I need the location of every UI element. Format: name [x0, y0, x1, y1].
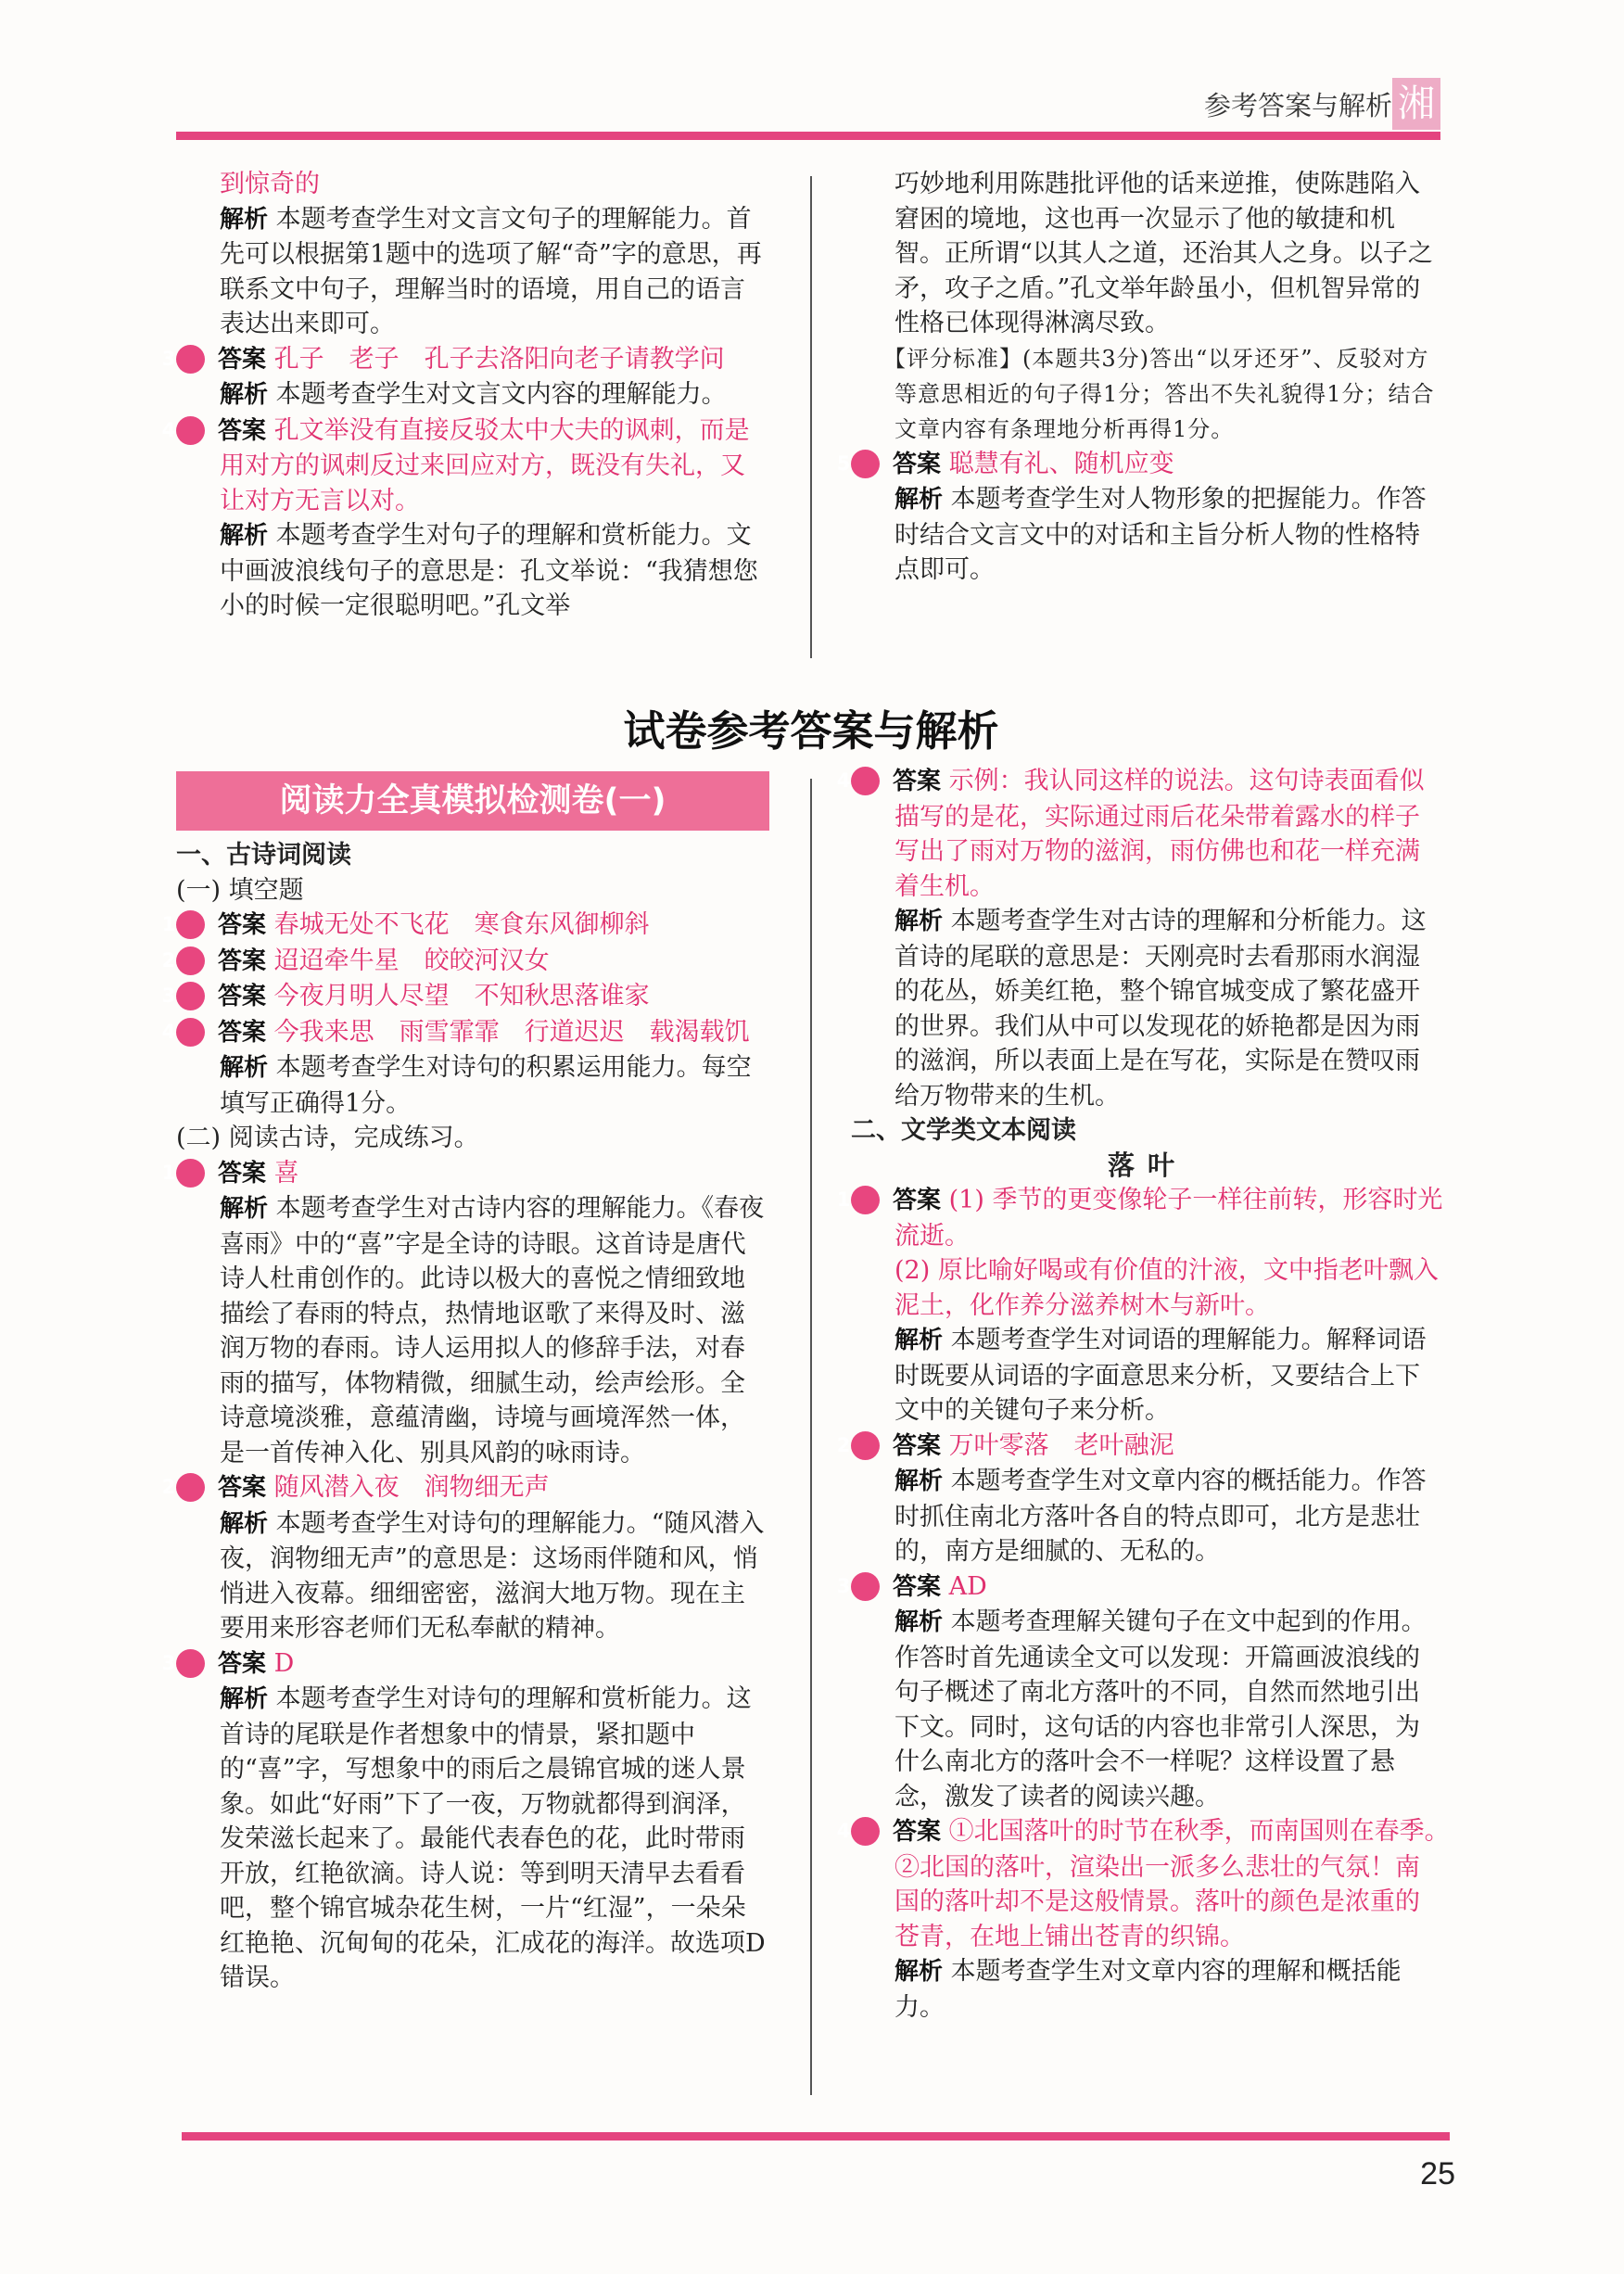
answer-text: 迢迢牵牛星 皎皎河汉女 [273, 946, 550, 975]
answer-label: 答案 [893, 768, 942, 795]
analysis-block [851, 482, 1444, 588]
answer-label: 答案 [893, 1431, 942, 1460]
answer-label: 答案 [218, 983, 267, 1010]
analysis-label: 解析 [894, 486, 944, 514]
analysis-label: 解析 [220, 205, 269, 234]
answer-text: AD [948, 1571, 987, 1601]
subject-badge: 湘 [1392, 78, 1440, 130]
question-number: 2 [176, 946, 205, 975]
analysis-block [851, 1323, 1444, 1429]
analysis-block [176, 1682, 769, 1996]
bottom-right-column [836, 764, 1463, 2025]
question-number: 2 [176, 1473, 205, 1502]
answer-text: ①北国落叶的时节在秋季，而南国则在春季。 ②北国的落叶，渲染出一派多么悲壮的气氛！南国的落叶却不是这般情景。落叶的颜色是浓重的苍青，在地上铺出苍青的织锦。 [894, 1817, 1463, 1951]
answer-text-part-2: (2) 原比喻好喝或有价值的汁液，文中指老叶飘入泥土，化作养分滋养树木与新叶。 [894, 1256, 1439, 1320]
analysis-block [851, 1954, 1444, 2025]
question-number: 1 [851, 1186, 880, 1214]
column-divider-bottom [810, 779, 812, 2095]
question-number: 1 [176, 910, 205, 939]
poem-answer-1 [161, 1156, 769, 1192]
text-answer-2 [836, 1429, 1444, 1465]
answer-label: 答案 [218, 911, 267, 939]
section-heading: 二、文学类文本阅读 [851, 1116, 1076, 1145]
header-rule [176, 132, 1440, 140]
answer-text: 喜 [273, 1158, 299, 1188]
analysis-label: 解析 [220, 1685, 269, 1713]
analysis-text: 本题考查理解关键句子在文中起到的作用。作答时首先通读全文可以发现：开篇画波浪线的句子概述了南北方落叶的不同，自然而然地引出下文。同时，这句话的内容也非常引人深思，为什么南北方的落叶会不一样呢？这样设置了悬念，激发了读者的阅读兴趣。 [894, 1607, 1427, 1811]
page-number: 25 [1420, 2156, 1455, 2191]
subsection-heading: (一) 填空题 [176, 875, 304, 905]
question-number: 4 [176, 1018, 205, 1047]
question-3-answer [161, 342, 769, 378]
footer-rule [182, 2132, 1450, 2141]
text-answer-4 [836, 1814, 1463, 1954]
section-main-title: 试卷参考答案与解析 [623, 706, 999, 756]
answer-text: 万叶零落 老叶融泥 [948, 1430, 1174, 1460]
question-number: 4 [851, 1817, 880, 1846]
running-header-title: 参考答案与解析 [1203, 92, 1392, 121]
answer-text: 聪慧有礼、随机应变 [948, 449, 1174, 478]
analysis-text: 本题考查学生对诗句的理解能力。“随风潜入夜，润物细无声”的意思是：这场雨伴随和风，悄悄进入夜幕。细细密密，滋润大地万物。现在主要用来形容老师们无私奉献的精神。 [220, 1508, 765, 1643]
answer-text: 今夜月明人尽望 不知秋思落谁家 [273, 982, 650, 1010]
poem-answer-2 [161, 1470, 769, 1506]
question-number: 3 [851, 1572, 880, 1601]
poem-answer-4 [836, 764, 1444, 904]
answer-continuation: 到惊奇的 [220, 170, 320, 198]
answer-text: 随风潜入夜 润物细无声 [273, 1473, 550, 1502]
analysis-label: 解析 [220, 1509, 269, 1538]
analysis-label: 解析 [220, 522, 269, 550]
analysis-text: 本题考查学生对古诗的理解和分析能力。这首诗的尾联的意思是：天刚亮时去看那雨水润湿的花丛，娇美红艳，整个锦官城变成了繁花盛开的世界。我们从中可以发现花的娇艳都是因为雨的滋润，所以表面上是在写花，实际是在赞叹雨给万物带来的生机。 [894, 907, 1427, 1111]
analysis-label: 解析 [894, 1327, 944, 1354]
analysis-label: 解析 [894, 908, 944, 935]
answer-label: 答案 [893, 1187, 942, 1214]
question-5-answer [836, 447, 1444, 483]
bottom-left-column [161, 838, 769, 1996]
analysis-block [176, 518, 769, 624]
subsection-heading: (二) 阅读古诗，完成练习。 [176, 1124, 479, 1152]
poem-answer-3 [161, 1646, 769, 1683]
analysis-label: 解析 [894, 1608, 944, 1636]
question-number: 3 [176, 982, 205, 1010]
analysis-label: 解析 [894, 1958, 944, 1986]
analysis-text: 本题考查学生对古诗内容的理解能力。《春夜喜雨》中的“喜”字是全诗的诗眼。这首诗是唐代诗人杜甫创作的。此诗以极大的喜悦之情细致地描绘了春雨的特点，热情地讴歌了来得及时、滋润万物的春雨。诗人运用拟人的修辞手法，对春雨的描写，体物精微，细腻生动，绘声绘形。全诗意境淡雅，意蕴清幽，诗境与画境浑然一体，是一首传神入化、别具风韵的咏雨诗。 [220, 1194, 765, 1467]
answer-label: 答案 [218, 1474, 267, 1502]
analysis-text: 本题考查学生对句子的理解和赏析能力。文中画波浪线句子的意思是：孔文举说：“我猜想您小的时候一定很聪明吧。”孔文举 [220, 521, 758, 620]
answer-label: 答案 [218, 416, 267, 445]
question-number: 5 [851, 450, 880, 478]
fill-answer-4 [161, 1015, 769, 1051]
question-4-answer [161, 413, 769, 519]
analysis-text: 本题考查学生对文章内容的概括能力。作答时抓住南北方落叶各自的特点即可，北方是悲壮的，南方是细腻的、无私的。 [894, 1467, 1427, 1566]
analysis-text: 本题考查学生对文言文句子的理解能力。首先可以根据第1题中的选项了解“奇”字的意思，再联系文中句子，理解当时的语境，用自己的语言表达出来即可。 [220, 204, 762, 338]
question-number: 3 [176, 345, 205, 374]
question-number: 2 [851, 1431, 880, 1460]
question-number: 1 [176, 1159, 205, 1188]
passage-title: 落叶 [1107, 1149, 1187, 1181]
top-right-column [836, 167, 1444, 588]
answer-text: D [273, 1648, 295, 1678]
answer-label: 答案 [893, 450, 942, 478]
analysis-text: 本题考查学生对文章内容的理解和概括能力。 [894, 1957, 1402, 2022]
top-left-column [161, 167, 769, 624]
answer-label: 答案 [893, 1818, 942, 1846]
question-number: 4 [851, 767, 880, 795]
answer-text: 孔子 老子 孔子去洛阳向老子请教学问 [273, 344, 725, 374]
answer-text: 春城无处不飞花 寒食东风御柳斜 [273, 910, 650, 939]
analysis-text: 本题考查学生对人物形象的把握能力。作答时结合文言文中的对话和主旨分析人物的性格特点即可。 [894, 485, 1427, 584]
analysis-label: 解析 [220, 1054, 269, 1082]
analysis-block [176, 1191, 769, 1470]
answer-label: 答案 [218, 946, 267, 975]
question-number: 3 [176, 1649, 205, 1678]
analysis-block [851, 904, 1444, 1113]
analysis-label: 解析 [220, 381, 269, 409]
analysis-block [851, 1464, 1444, 1569]
column-divider-top [810, 176, 812, 658]
answer-text: (1) 季节的更变像轮子一样往前转，形容时光流逝。 [894, 1186, 1443, 1251]
question-number: 4 [176, 416, 205, 445]
analysis-text: 本题考查学生对诗句的积累运用能力。每空填写正确得1分。 [220, 1053, 752, 1118]
fill-answer-1 [161, 908, 769, 944]
analysis-text: 本题考查学生对文言文内容的理解能力。 [275, 380, 727, 409]
fill-answer-2 [161, 944, 769, 980]
analysis-block [176, 202, 769, 342]
analysis-continuation: 巧妙地利用陈韪批评他的话来逆推，使陈韪陷入窘困的境地，这也再一次显示了他的敏捷和机智。正所谓“以其人之道，还治其人之身。以子之矛，攻子之盾。”孔文举年龄虽小，但机智异常的性格已体现得淋漓尽致。 [894, 170, 1433, 337]
answer-label: 答案 [218, 1649, 267, 1678]
answer-text: 今我来思 雨雪霏霏 行道迟迟 载渴载饥 [273, 1017, 750, 1047]
analysis-block [176, 377, 769, 413]
text-answer-3 [836, 1569, 1444, 1606]
analysis-block [176, 1050, 769, 1121]
exam-banner: 阅读力全真模拟检测卷(一) [176, 771, 769, 831]
text-answer-1 [836, 1183, 1444, 1253]
fill-answer-3 [161, 979, 769, 1015]
answer-text: 示例：我认同这样的说法。这句诗表面看似描写的是花，实际通过雨后花朵带着露水的样子写出了雨对万物的滋润，雨仿佛也和花一样充满着生机。 [894, 767, 1425, 901]
answer-text: 孔文举没有直接反驳太中大夫的讽刺，而是用对方的讽刺反过来回应对方，既没有失礼，又让对方无言以对。 [220, 415, 750, 515]
analysis-label: 解析 [220, 1195, 269, 1223]
analysis-label: 解析 [894, 1467, 944, 1495]
answer-label: 答案 [893, 1572, 942, 1601]
section-heading: 一、古诗词阅读 [176, 841, 351, 870]
analysis-block [851, 1605, 1444, 1814]
scoring-criteria: 【评分标准】(本题共3分)答出“以牙还牙”、反驳对方等意思相近的句子得1分；答出不失礼貌得1分；结合文章内容有条理地分析再得1分。 [883, 345, 1435, 442]
answer-label: 答案 [218, 345, 267, 374]
answer-label: 答案 [218, 1159, 267, 1188]
analysis-text: 本题考查学生对诗句的理解和赏析能力。这首诗的尾联是作者想象中的情景，紧扣题中的“喜”字，写想象中的雨后之晨锦官城的迷人景象。如此“好雨”下了一夜，万物就都得到润泽，发荣滋长起来了。最能代表春色的花，此时带雨开放，红艳欲滴。诗人说：等到明天清早去看看吧，整个锦官城杂花生树，一片“红湿”，一朵朵红艳艳、沉甸甸的花朵，汇成花的海洋。故选项D错误。 [220, 1684, 766, 1992]
answer-label: 答案 [218, 1018, 267, 1047]
analysis-block [176, 1506, 769, 1646]
analysis-text: 本题考查学生对词语的理解能力。解释词语时既要从词语的字面意思来分析，又要结合上下文中的关键句子来分析。 [894, 1326, 1427, 1425]
